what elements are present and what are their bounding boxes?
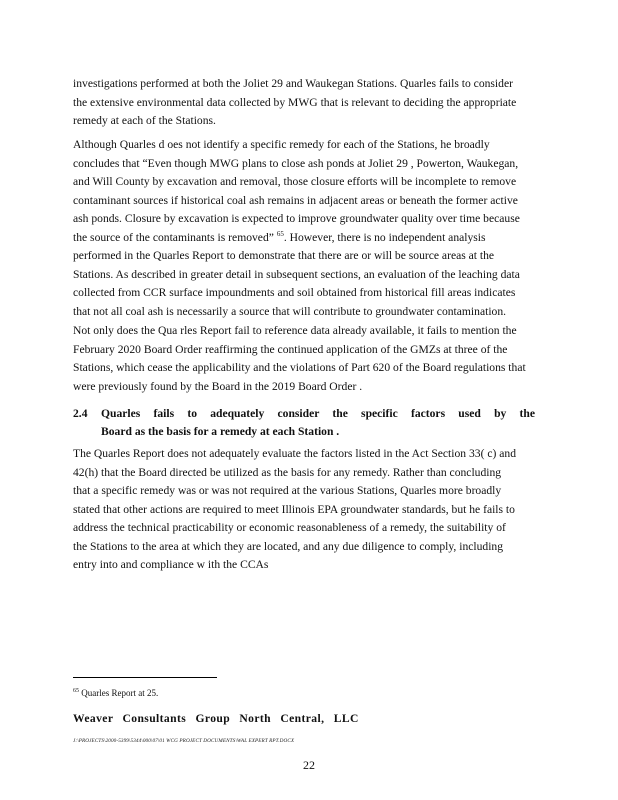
text-line [73, 229, 543, 248]
text-line: and Will County by excavation and removal, those closure efforts will be incomplete to remove [73, 175, 517, 188]
footer-firm-name: Weaver Consultants Group North Central, LLC [73, 712, 359, 725]
text-line: were previously found by the Board in the 2019 Board Order . [73, 379, 363, 393]
footnote-marker: 65 [73, 688, 79, 694]
text-line: ash ponds. Closure by excavation is expected to improve groundwater quality over time because [73, 212, 520, 225]
text-line: The Quarles Report does not adequately evaluate the factors listed in the Act Section 33( c) and [73, 447, 516, 460]
text-line: contaminant sources if historical coal ash remains in adjacent areas or beneath the former active [73, 193, 518, 207]
paragraph-1 [73, 75, 543, 131]
text-line: the extensive environmental data collected by MWG that is relevant to deciding the appropriate [73, 95, 517, 109]
footnote [73, 688, 158, 698]
page-number: 22 [303, 758, 315, 772]
section-title-line-1: Quarles fails to adequately consider the specific factors used by the [101, 407, 535, 420]
paragraph-2 [73, 136, 543, 321]
footnote-text: Quarles Report at 25. [79, 688, 159, 698]
text-line: Stations, which cease the applicability and the violations of Part 620 of the Board regulations that [73, 361, 526, 374]
text-line: the Stations to the area at which they are located, and any due diligence to comply, including [73, 539, 504, 553]
text-line: February 2020 Board Order reaffirming the continued application of the GMZs at three of the [73, 342, 508, 356]
text-line: Not only does the Qua rles Report fail to reference data already available, it fails to mention the [73, 324, 517, 337]
text-line: collected from CCR surface impoundments and soil obtained from historical fill areas indicates [73, 286, 516, 299]
text-line: stated that other actions are required to meet Illinois EPA groundwater standards, but he fails to [73, 502, 515, 516]
text-line: 42(h) that the Board directed be utilized as the basis for any remedy. Rather than concluding [73, 465, 502, 479]
text-line: concludes that “Even though MWG plans to close ash ponds at Joliet 29 , Powerton, Waukegan, [73, 156, 519, 170]
paragraph-3 [73, 322, 543, 396]
text-line: remedy at each of the Stations. [73, 114, 216, 127]
text-line: that not all coal ash is necessarily a source that will contribute to groundwater contamination. [73, 304, 507, 318]
text-line: Although Quarles d oes not identify a specific remedy for each of the Stations, he broadly [73, 138, 490, 151]
text-line: entry into and compliance w ith the CCAs [73, 558, 269, 571]
text-line: performed in the Quarles Report to demonstrate that there are or will be source areas at the [73, 249, 495, 262]
text-segment: the source of the contaminants is removed” [73, 230, 274, 244]
text-line: investigations performed at both the Joliet 29 and Waukegan Stations. Quarles fails to consider [73, 77, 513, 90]
paragraph-4 [73, 445, 543, 575]
text-line: address the technical practicability or economic reasonableness of a remedy, the suitability of [73, 521, 506, 534]
section-title-line-2: Board as the basis for a remedy at each Station . [101, 425, 340, 438]
text-segment: . However, there is no independent analysis [283, 230, 486, 244]
footnote-separator [73, 677, 217, 678]
text-line: that a specific remedy was or was not required at the various Stations, Quarles more broadly [73, 484, 502, 497]
footnote-reference[interactable]: 65 [276, 229, 284, 238]
section-number: 2.4 [73, 407, 88, 420]
text-line: Stations. As described in greater detail in subsequent sections, an evaluation of the leaching data [73, 267, 520, 281]
footer-file-path: J:\PROJECTS\2000-5399\5344\000\07\01 WCG PROJECT DOCUMENTS\WAL EXPERT RPT.DOCX [73, 738, 295, 744]
